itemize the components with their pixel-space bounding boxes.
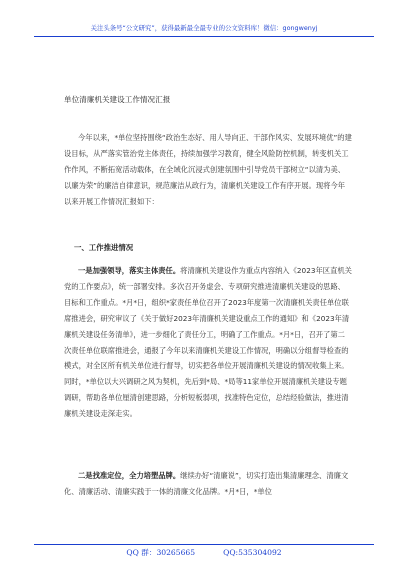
paragraph-2 xyxy=(64,468,352,500)
paragraph-1 xyxy=(64,263,352,422)
footer-contacts xyxy=(34,548,374,558)
footer-qq-group: QQ 群：30265665 xyxy=(126,548,196,557)
paragraph-2-body: 继续办好“清廉说”，切实打造出集清廉理念、清廉文化、清廉活动、清廉实践于一体的清廉文化品牌。*月*日，*单位 xyxy=(64,471,349,496)
paragraph-1-body: 将清廉机关建设作为重点内容纳入《2023年区直机关党的工作要点》，统一部署安排。多次召开务虚会、专项研究推进清廉机关建设的思路、目标和工作重点。*月*日，组织*家责任单位召开了2023年度第一次清廉机关责任单位联席推进会，研究审议了《关于做好2023年清廉机关建设重点工作的通知》和《2023年清廉机关建设任务清单》，进一步细化了责任分工，明确了工作重点。*月*日，召开了第二次责任单位联席推进会，通报了今年以来清廉机关建设工作情况，明确以分组督导检查的模式，对全区所有机关单位进行督导，切实把各单位开展清廉机关建设的情况收集上来。同时，*单位以大兴调研之风为契机，先后到*局、*局等11家单位开展清廉机关建设专题调研，帮助各单位厘清创建思路，分析短板弱项，找准特色定位，总结经验做法，推进清廉机关建设走深走实。 xyxy=(64,266,352,419)
document-title: 单位清廉机关建设工作情况汇报 xyxy=(64,95,171,104)
header-divider xyxy=(34,36,374,37)
intro-paragraph xyxy=(64,130,352,210)
paragraph-1-lead: 一是加强领导，落实主体责任。 xyxy=(78,266,181,275)
footer-divider xyxy=(34,544,374,545)
footer-qq: QQ:535304092 xyxy=(223,548,282,557)
paragraph-2-lead: 二是找准定位，全力培塑品牌。 xyxy=(78,471,181,480)
header-banner: 关注头条号“公文研究”，获得最新最全最专业的公文资料库！微信：gongwenyj xyxy=(90,24,318,32)
intro-text: 今年以来，*单位坚持围绕“政治生态好、用人导向正、干部作风实、发展环境优”的建设目标，从严落实管治党主体责任，持续加强学习教育，健全风险防控机制，转变机关工作作风，不断拓宽活动载体，在全域化沉浸式创建氛围中引导党员干部树立“以清为美、以廉为荣”的廉洁自律意识，规范廉洁从政行为，清廉机关建设工作有序开展。现将今年以来开展工作情况汇报如下： xyxy=(64,133,352,206)
section-heading: 一、工作推进情况 xyxy=(74,243,134,252)
